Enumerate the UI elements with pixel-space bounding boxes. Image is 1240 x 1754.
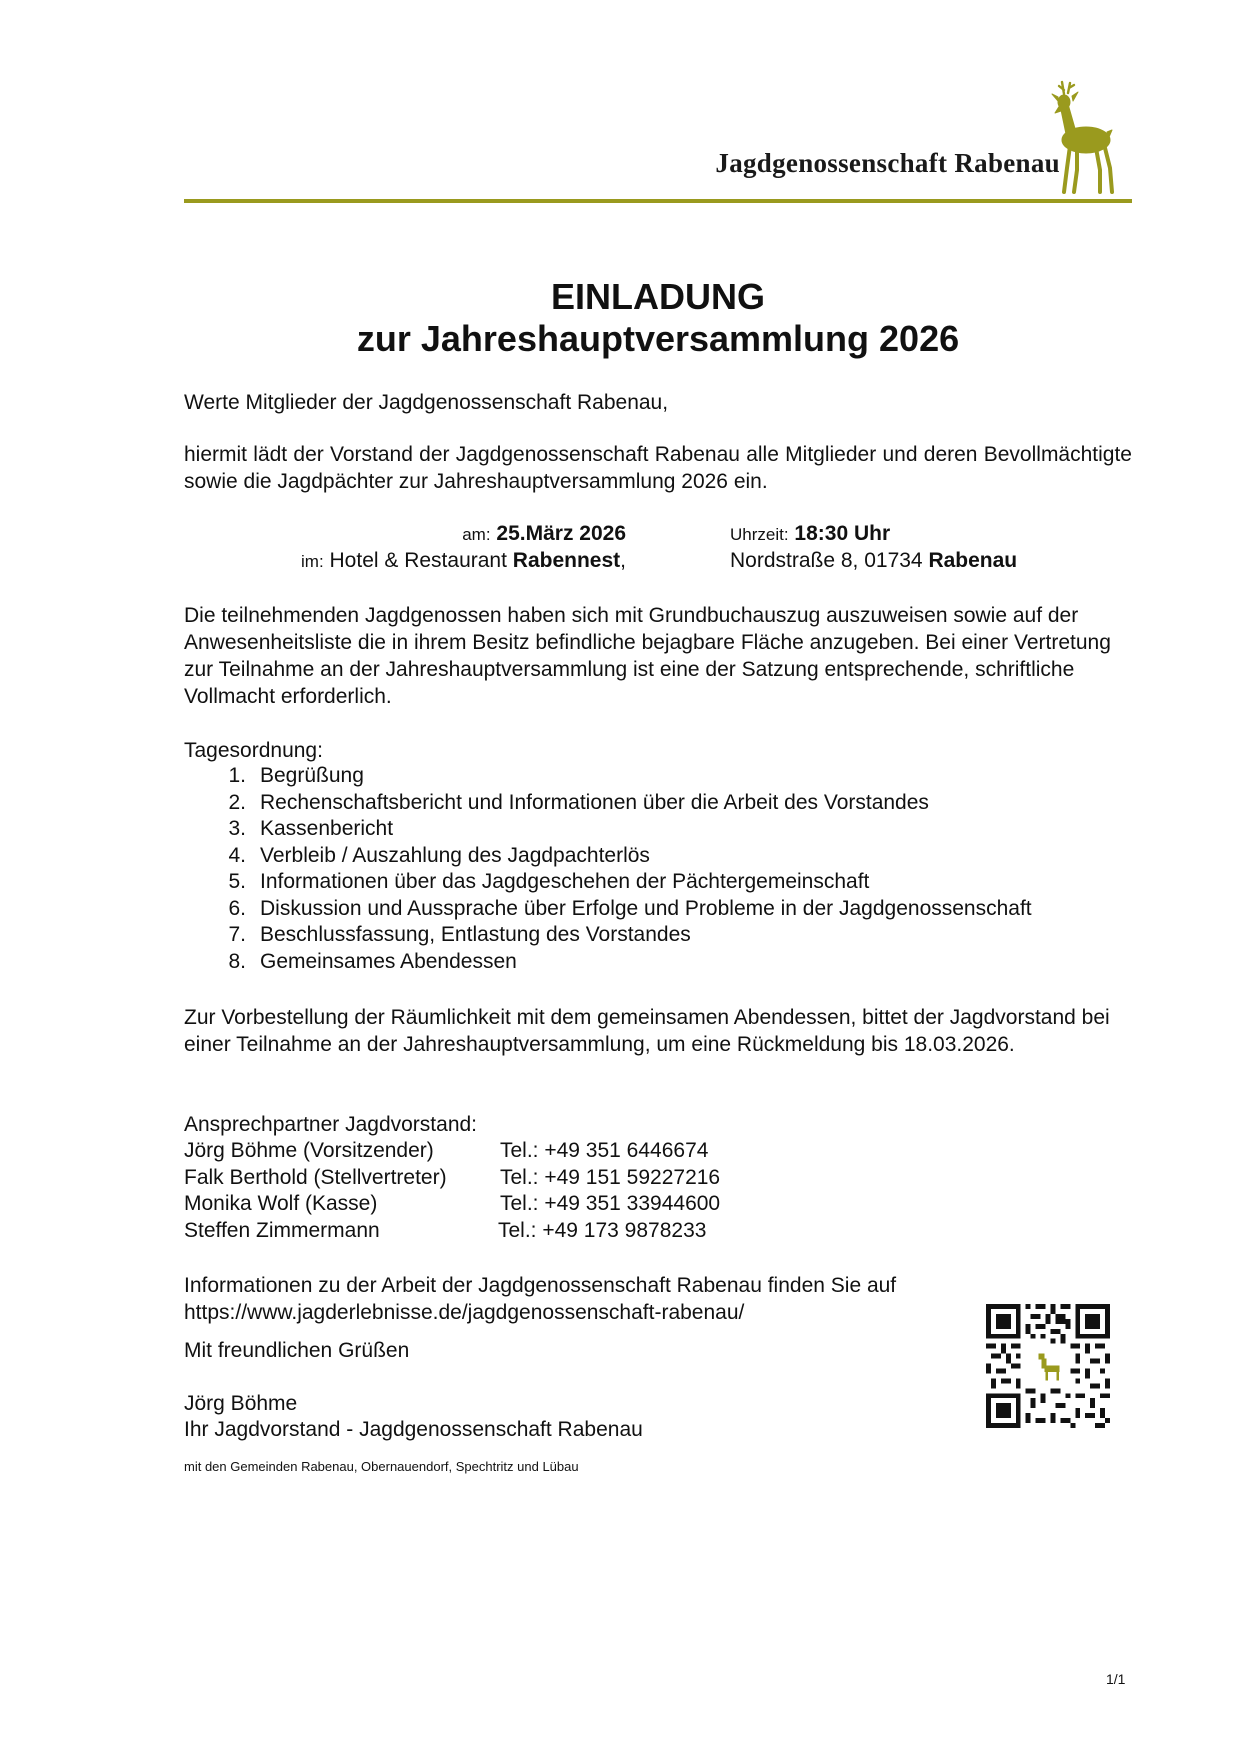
place-label: im: <box>301 552 324 571</box>
agenda-item <box>184 869 1132 896</box>
contacts-heading: Ansprechpartner Jagdvorstand: <box>184 1113 478 1136</box>
event-date <box>462 520 626 548</box>
agenda-item-text: Kassenbericht <box>260 817 394 840</box>
agenda-item <box>184 922 1132 949</box>
contact-name: Jörg Böhme (Vorsitzender) <box>184 1139 434 1162</box>
time-value: 18:30 Uhr <box>794 522 891 545</box>
event-time <box>730 520 890 548</box>
event-place <box>301 547 626 575</box>
agenda-item-number: 6. <box>228 896 246 920</box>
agenda-item-text: Begrüßung <box>260 764 364 787</box>
agenda-item-text: Verbleib / Auszahlung des Jagdpachterlös <box>260 843 650 867</box>
closing-greeting: Mit freundlichen Grüßen <box>184 1339 410 1362</box>
agenda-heading: Tagesordnung: <box>184 739 323 762</box>
agenda-item <box>184 949 1132 976</box>
agenda-item <box>184 763 1132 790</box>
signature-name: Jörg Böhme <box>184 1392 298 1415</box>
agenda-item-text: Informationen über das Jagdgeschehen der Pächtergemeinschaft <box>260 870 870 893</box>
agenda-item <box>184 790 1132 817</box>
salutation: Werte Mitglieder der Jagdgenossenschaft Rabenau, <box>184 391 669 414</box>
municipalities-note: mit den Gemeinden Rabenau, Obernauendorf, Spechtritz und Lübau <box>184 1459 579 1474</box>
website-link[interactable]: https://www.jagderlebnisse.de/jagdgenossenschaft-rabenau/ <box>184 1301 745 1324</box>
contact-name: Falk Berthold (Stellvertreter) <box>184 1165 447 1189</box>
date-value: 25.März 2026 <box>496 522 626 545</box>
document-title <box>184 276 1132 360</box>
agenda-item <box>184 896 1132 923</box>
agenda-item-number: 3. <box>228 817 246 840</box>
agenda-item <box>184 816 1132 843</box>
participation-paragraph: Die teilnehmenden Jagdgenossen haben sich mit Grundbuchauszug auszuweisen sowie auf der Anwesenheitsliste die in ihrem Besitz befindliche bejagbare Fläche anzugeben. Bei einer Vertretung zur Teilnahme an der Jahreshauptversammlung ist eine der Satzung entsprechende, schriftliche Vollmacht erforderlich. <box>184 604 1111 708</box>
address-city: Rabenau <box>928 549 1018 572</box>
agenda-item-number: 5. <box>228 870 246 893</box>
contact-name: Monika Wolf (Kasse) <box>184 1192 378 1215</box>
agenda-item-number: 2. <box>228 790 246 814</box>
place-suffix: , <box>620 549 626 572</box>
date-label: am: <box>462 525 491 544</box>
organization-name: Jagdgenossenschaft Rabenau <box>715 148 1060 178</box>
address-street: Nordstraße 8, 01734 <box>730 549 923 572</box>
agenda-item-text: Diskussion und Aussprache über Erfolge und Probleme in der Jagdgenossenschaft <box>260 896 1032 920</box>
event-address <box>730 547 1017 574</box>
agenda-item <box>184 843 1132 870</box>
intro-paragraph: hiermit lädt der Vorstand der Jagdgenossenschaft Rabenau alle Mitglieder und deren Bevollmächtigte sowie die Jagdpächter zur Jahreshauptversammlung 2026 ein. <box>184 443 1132 493</box>
agenda-item-text: Gemeinsames Abendessen <box>260 949 517 973</box>
reservation-paragraph: Zur Vorbestellung der Räumlichkeit mit dem gemeinsamen Abendessen, bittet der Jagdvorstand bei einer Teilnahme an der Jahreshauptversammlung, um eine Rückmeldung bis 18.03.2026. <box>184 1006 1110 1056</box>
signature-role: Ihr Jagdvorstand - Jagdgenossenschaft Rabenau <box>184 1418 643 1441</box>
agenda-item-number: 4. <box>228 843 246 867</box>
agenda-item-text: Rechenschaftsbericht und Informationen über die Arbeit des Vorstandes <box>260 790 929 814</box>
time-label: Uhrzeit: <box>730 525 789 544</box>
contact-phone: Tel.: +49 173 9878233 <box>498 1218 707 1242</box>
agenda-item-number: 1. <box>228 764 246 787</box>
title-line-invitation: EINLADUNG <box>551 276 765 317</box>
info-text: Informationen zu der Arbeit der Jagdgenossenschaft Rabenau finden Sie auf <box>184 1274 897 1297</box>
agenda-item-number: 8. <box>228 949 246 973</box>
contact-name: Steffen Zimmermann <box>184 1218 380 1242</box>
agenda-item-text: Beschlussfassung, Entlastung des Vorstandes <box>260 923 691 946</box>
agenda-item-number: 7. <box>228 923 246 946</box>
contact-phone: Tel.: +49 351 33944600 <box>500 1192 721 1215</box>
agenda-list <box>184 763 1132 975</box>
header-divider <box>184 199 1132 203</box>
deer-icon <box>1050 80 1120 196</box>
page-number: 1/1 <box>1106 1671 1126 1687</box>
place-name: Rabennest <box>512 549 621 572</box>
contact-phone: Tel.: +49 151 59227216 <box>500 1165 721 1189</box>
contact-phone: Tel.: +49 351 6446674 <box>500 1139 709 1162</box>
title-line-meeting: zur Jahreshauptversammlung 2026 <box>356 318 960 359</box>
place-prefix: Hotel & Restaurant <box>329 549 507 572</box>
